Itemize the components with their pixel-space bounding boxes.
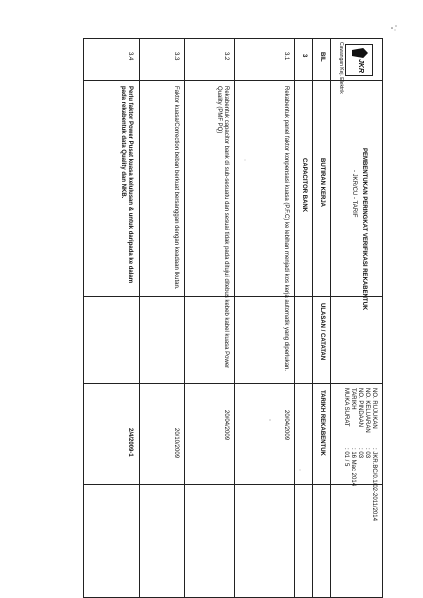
row-divider — [184, 38, 185, 598]
row-description: Rekabentuk panel faktor konpensasi kuasa (P.F.C) ke lebihan menjadi kos kerja automatik yang diperlukan. — [283, 86, 289, 372]
column-divider — [83, 383, 383, 384]
row-divider — [139, 38, 140, 598]
logo-text: JKR — [357, 59, 364, 74]
document-subtitle: - JKR/CU - TARIF — [351, 170, 357, 218]
rotated-document — [83, 38, 383, 598]
col-header-bil: BIL — [319, 52, 325, 62]
meta-label: TARIKH — [350, 388, 357, 410]
row-divider — [234, 38, 235, 598]
row-number: 3.4 — [127, 52, 133, 61]
row-date: 20/04/2009 — [283, 410, 289, 441]
document-title: PEMBENTUKAN PERINGKAT VERIFIKASI REKABENTUK — [361, 148, 367, 311]
meta-value: : 16 Mac 2014 — [350, 448, 357, 487]
meta-label: NO. KELUARAN — [364, 388, 371, 433]
jkr-emblem-icon — [352, 48, 368, 58]
section-title: CAPACITOR BANK — [301, 158, 307, 213]
column-divider — [83, 296, 383, 297]
row-description: Faktor kuasa/Correction beban berkuat bersanggan dengan keadaan Ikutan. — [173, 86, 179, 290]
row-date: 20/10/2009 — [173, 428, 179, 459]
meta-label: NO. PINDAAN — [357, 388, 364, 428]
row-date: 20/04/2009 — [223, 410, 229, 441]
column-divider — [83, 484, 383, 485]
column-header-divider — [312, 38, 313, 598]
row-number: 3.2 — [223, 52, 229, 61]
col-header-ulasan: ULASAN / CATATAN — [319, 303, 325, 361]
row-number: 3.3 — [173, 52, 179, 61]
meta-label: MUKA SURAT — [343, 388, 350, 427]
meta-value-block — [343, 448, 377, 521]
meta-label: NO. RUJUKAN — [371, 388, 377, 429]
col-header-butiran: BUTIRAN KERJA — [319, 158, 325, 208]
row-description: Rekabentuk capacitor bank di sub-sesuatu dan sesuai tidak pada ditujui ditebus kebeb kabel kuasa Power Quality (PMF PQ) — [216, 86, 229, 369]
col-header-tarikh: TARIKH REKABENTUK — [319, 390, 325, 456]
meta-value: : 03 — [357, 448, 364, 459]
row-date: 2/4/2009-1 — [127, 428, 133, 457]
jkr-logo — [345, 44, 373, 76]
meta-value: : 03 — [364, 448, 371, 459]
row-description: Perlu faktor Power Pusat kuasa kelulusan & untuk daripada ke dalam pada rekabentuk data Quality dan NKB. — [120, 86, 133, 284]
row-number: 3.1 — [283, 52, 289, 61]
row-divider — [294, 38, 295, 598]
section-number: 3 — [301, 54, 307, 58]
meta-label-block — [343, 388, 377, 433]
department-label: Cawangan Kej. Elektrik — [338, 42, 344, 94]
header-divider — [330, 38, 331, 598]
meta-value: : 01 / 5 — [343, 448, 350, 467]
meta-value: : JKR.BC/0.1/02-2011/2014 — [371, 448, 377, 521]
